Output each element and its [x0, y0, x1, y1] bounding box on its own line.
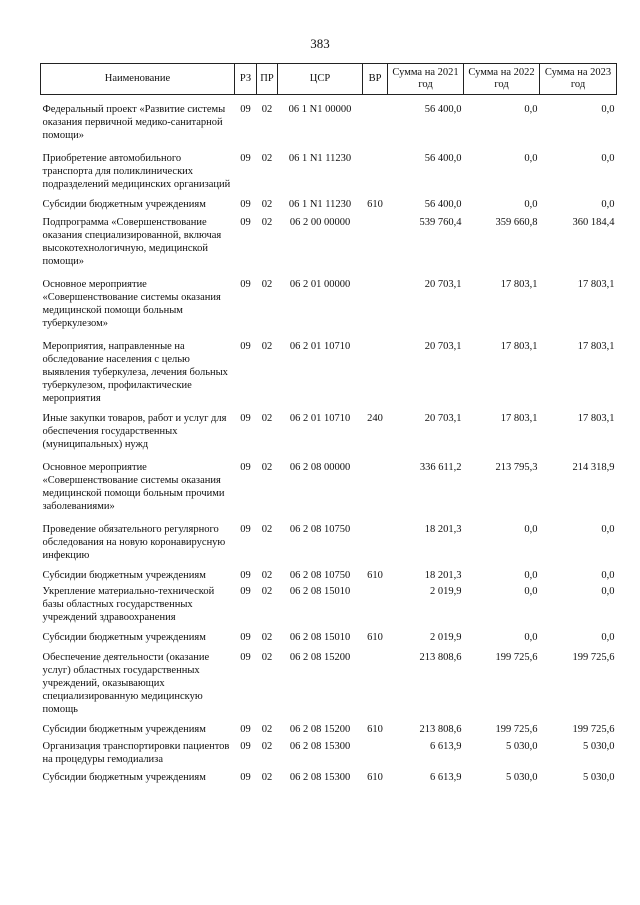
row-rz: 09	[240, 570, 251, 581]
row-csr: 06 2 01 10710	[289, 413, 351, 424]
row-sum-2021: 56 400,0	[424, 104, 462, 115]
table-row	[41, 95, 617, 143]
row-sum-2023: 17 803,1	[577, 413, 615, 424]
row-pr: 02	[261, 570, 273, 581]
row-name: Мероприятия, направленные на обследование населения с целью выявления туберкулеза, лечения больных туберкулезом, профилактические мероприятия	[42, 341, 228, 404]
row-sum-2022: 17 803,1	[500, 413, 538, 424]
row-rz: 09	[240, 413, 251, 424]
row-csr: 06 2 08 15300	[289, 741, 351, 752]
row-rz: 09	[240, 724, 251, 735]
header-vr: ВР	[363, 64, 388, 95]
row-vr	[363, 513, 388, 562]
row-sum-2023: 199 725,6	[572, 652, 615, 663]
row-name: Подпрограмма «Совершенствование оказания специализированной, включая высокотехнологичную, медицинской помощи»	[42, 217, 222, 267]
row-sum-2021: 18 201,3	[424, 524, 462, 535]
row-name: Субсидии бюджетным учреждениям	[42, 199, 206, 210]
row-csr: 06 2 01 00000	[289, 279, 351, 290]
row-pr: 02	[261, 724, 273, 735]
table-row	[41, 624, 617, 644]
row-name: Субсидии бюджетным учреждениям	[42, 724, 206, 735]
row-sum-2022: 0,0	[524, 570, 538, 581]
row-sum-2021: 213 808,6	[419, 724, 462, 735]
row-name: Федеральный проект «Развитие системы оказания первичной медико-санитарной помощи»	[42, 104, 226, 141]
row-pr: 02	[261, 586, 273, 597]
row-name: Субсидии бюджетным учреждениям	[42, 570, 206, 581]
row-sum-2023: 17 803,1	[577, 341, 615, 352]
row-csr: 06 1 N1 11230	[288, 199, 352, 210]
row-rz: 09	[240, 104, 251, 115]
row-csr: 06 2 01 10710	[289, 341, 351, 352]
row-sum-2021: 18 201,3	[424, 570, 462, 581]
row-csr: 06 2 08 15010	[289, 586, 351, 597]
row-vr: 610	[367, 772, 383, 783]
row-rz: 09	[240, 524, 251, 535]
row-name: Укрепление материально-технической базы областных государственных учреждений здравоохранения	[42, 586, 215, 623]
row-pr: 02	[261, 279, 273, 290]
row-sum-2022: 0,0	[524, 586, 538, 597]
row-vr	[363, 95, 388, 143]
row-sum-2023: 0,0	[601, 199, 615, 210]
row-sum-2023: 0,0	[601, 570, 615, 581]
row-sum-2022: 17 803,1	[500, 279, 538, 290]
row-sum-2022: 0,0	[524, 632, 538, 643]
row-name: Основное мероприятие «Совершенствование системы оказания медицинской помощи больным туберкулезом»	[42, 279, 221, 329]
row-pr: 02	[261, 632, 273, 643]
row-sum-2021: 2 019,9	[430, 632, 462, 643]
row-sum-2022: 0,0	[524, 199, 538, 210]
row-csr: 06 2 08 15200	[289, 652, 351, 663]
row-rz: 09	[240, 632, 251, 643]
table-body	[41, 95, 617, 785]
row-name: Проведение обязательного регулярного обследования на новую коронавирусную инфекцию	[42, 524, 226, 561]
row-vr: 610	[367, 570, 383, 581]
row-pr: 02	[261, 462, 273, 473]
header-pr: ПР	[257, 64, 278, 95]
row-rz: 09	[240, 153, 251, 164]
row-vr	[363, 330, 388, 405]
table-row	[41, 191, 617, 211]
row-rz: 09	[240, 217, 251, 228]
header-csr: ЦСР	[278, 64, 363, 95]
row-sum-2023: 0,0	[601, 153, 615, 164]
table-row	[41, 330, 617, 405]
row-rz: 09	[240, 772, 251, 783]
row-name: Основное мероприятие «Совершенствование системы оказания медицинской помощи больным прочими заболеваниями»	[42, 462, 225, 512]
table-row	[41, 736, 617, 766]
row-sum-2023: 5 030,0	[583, 741, 615, 752]
row-sum-2022: 0,0	[524, 104, 538, 115]
row-csr: 06 2 08 15300	[289, 772, 351, 783]
row-sum-2022: 199 725,6	[495, 724, 538, 735]
header-rz: РЗ	[235, 64, 257, 95]
header-name: Наименование	[41, 64, 235, 95]
row-sum-2021: 6 613,9	[430, 741, 462, 752]
row-sum-2022: 0,0	[524, 524, 538, 535]
row-name: Организация транспортировки пациентов на процедуры гемодиализа	[42, 741, 230, 765]
row-vr: 240	[367, 413, 383, 424]
row-sum-2023: 0,0	[601, 632, 615, 643]
row-sum-2022: 199 725,6	[495, 652, 538, 663]
header-sum-2022: Сумма на 2022 год	[464, 64, 540, 95]
row-vr	[363, 736, 388, 766]
row-csr: 06 2 08 15010	[289, 632, 351, 643]
table-row	[41, 405, 617, 451]
row-csr: 06 2 08 00000	[289, 462, 351, 473]
row-vr: 610	[367, 632, 383, 643]
row-pr: 02	[261, 104, 273, 115]
row-sum-2022: 0,0	[524, 153, 538, 164]
table-row	[41, 716, 617, 736]
row-vr: 610	[367, 199, 383, 210]
row-sum-2022: 17 803,1	[500, 341, 538, 352]
row-sum-2022: 213 795,3	[495, 462, 538, 473]
row-sum-2022: 5 030,0	[506, 741, 538, 752]
row-name: Субсидии бюджетным учреждениям	[42, 632, 206, 643]
table-row	[41, 766, 617, 784]
row-csr: 06 2 08 10750	[289, 570, 351, 581]
row-vr	[363, 268, 388, 330]
row-pr: 02	[261, 524, 273, 535]
row-vr	[363, 582, 388, 624]
row-rz: 09	[240, 199, 251, 210]
row-name: Иные закупки товаров, работ и услуг для обеспечения государственных (муниципальных) нужд	[42, 413, 227, 450]
row-sum-2021: 213 808,6	[419, 652, 462, 663]
table-row	[41, 211, 617, 268]
row-pr: 02	[261, 153, 273, 164]
row-vr	[363, 211, 388, 268]
row-sum-2021: 336 611,2	[419, 462, 462, 473]
row-sum-2023: 17 803,1	[577, 279, 615, 290]
row-sum-2021: 56 400,0	[424, 199, 462, 210]
row-rz: 09	[240, 586, 251, 597]
row-sum-2023: 0,0	[601, 524, 615, 535]
row-name: Субсидии бюджетным учреждениям	[42, 772, 206, 783]
row-rz: 09	[240, 652, 251, 663]
row-sum-2021: 2 019,9	[430, 586, 462, 597]
row-sum-2021: 20 703,1	[424, 413, 462, 424]
row-pr: 02	[261, 741, 273, 752]
header-sum-2021: Сумма на 2021 год	[388, 64, 464, 95]
row-name: Обеспечение деятельности (оказание услуг) областных государственных учреждений, оказывающих специализированную медицинскую помощь	[42, 652, 210, 715]
row-sum-2022: 5 030,0	[506, 772, 538, 783]
row-pr: 02	[261, 199, 273, 210]
row-sum-2023: 0,0	[601, 586, 615, 597]
row-sum-2021: 539 760,4	[419, 217, 462, 228]
row-name: Приобретение автомобильного транспорта для поликлинических подразделений медицинских организаций	[42, 153, 231, 190]
row-rz: 09	[240, 462, 251, 473]
row-vr	[363, 644, 388, 716]
row-sum-2021: 20 703,1	[424, 279, 462, 290]
table-row	[41, 562, 617, 582]
row-pr: 02	[261, 772, 273, 783]
row-sum-2023: 360 184,4	[572, 217, 615, 228]
table-header	[41, 64, 617, 95]
row-sum-2023: 5 030,0	[583, 772, 615, 783]
row-rz: 09	[240, 279, 251, 290]
row-vr	[363, 142, 388, 191]
table-row	[41, 142, 617, 191]
table-row	[41, 513, 617, 562]
row-vr: 610	[367, 724, 383, 735]
table-row	[41, 268, 617, 330]
row-sum-2021: 20 703,1	[424, 341, 462, 352]
row-vr	[363, 451, 388, 513]
header-sum-2023: Сумма на 2023 год	[540, 64, 617, 95]
budget-table	[40, 63, 617, 784]
row-pr: 02	[261, 413, 273, 424]
row-csr: 06 2 08 10750	[289, 524, 351, 535]
row-pr: 02	[261, 217, 273, 228]
row-sum-2023: 0,0	[601, 104, 615, 115]
row-sum-2022: 359 660,8	[495, 217, 538, 228]
row-csr: 06 1 N1 00000	[288, 104, 352, 115]
row-pr: 02	[261, 341, 273, 352]
row-csr: 06 2 00 00000	[289, 217, 351, 228]
table-row	[41, 451, 617, 513]
row-csr: 06 1 N1 11230	[288, 153, 352, 164]
row-sum-2023: 199 725,6	[572, 724, 615, 735]
page-number: 383	[310, 36, 330, 51]
table-row	[41, 582, 617, 624]
row-sum-2021: 6 613,9	[430, 772, 462, 783]
row-rz: 09	[240, 341, 251, 352]
row-sum-2023: 214 318,9	[572, 462, 615, 473]
row-rz: 09	[240, 741, 251, 752]
row-csr: 06 2 08 15200	[289, 724, 351, 735]
row-sum-2021: 56 400,0	[424, 153, 462, 164]
row-pr: 02	[261, 652, 273, 663]
table-row	[41, 644, 617, 716]
